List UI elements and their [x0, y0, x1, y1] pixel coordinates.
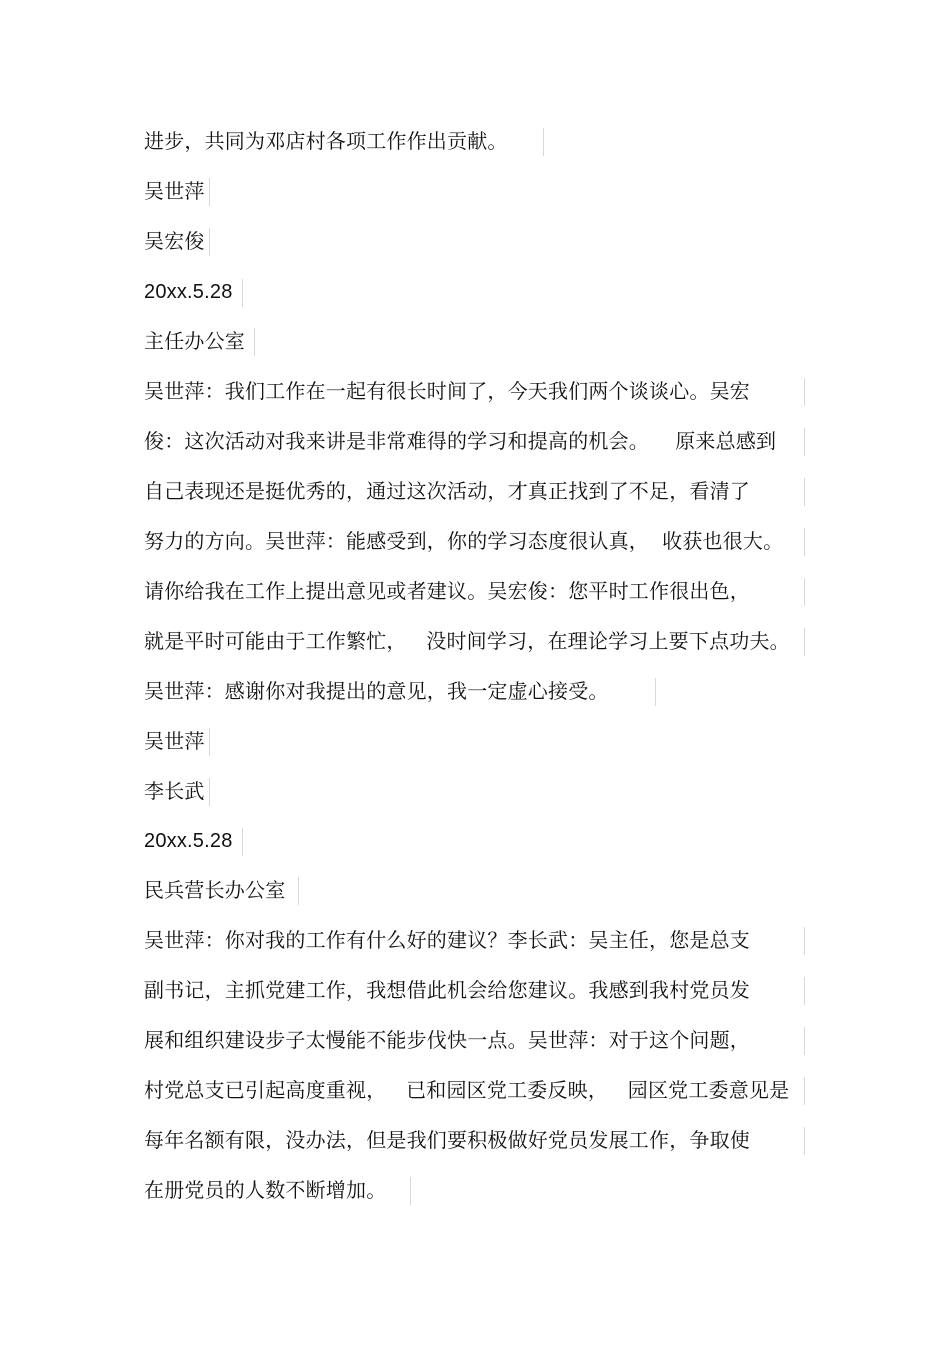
cell-border — [655, 678, 656, 706]
cell-border — [804, 977, 805, 1005]
text-line: 吴世萍：你对我的工作有什么好的建议？李长武：吴主任，您是总支 — [144, 928, 750, 952]
location-text: 民兵营长办公室 — [144, 878, 286, 902]
text-line: 进步，共同为邓店村各项工作作出贡献。 — [144, 129, 508, 153]
cell-border — [804, 378, 805, 406]
cell-border — [543, 128, 544, 156]
cell-border — [804, 1027, 805, 1055]
cell-border — [804, 628, 805, 656]
date-text: 20xx.5.28 — [144, 830, 233, 852]
text-line: 就是平时可能由于工作繁忙， 没时间学习，在理论学习上要下点功夫。 — [144, 629, 790, 653]
cell-border — [804, 428, 805, 456]
signature-name: 吴世萍 — [144, 179, 205, 203]
location-text: 主任办公室 — [144, 329, 245, 353]
signature-name: 吴宏俊 — [144, 229, 205, 253]
cell-border — [242, 828, 243, 856]
text-line: 在册党员的人数不断增加。 — [144, 1178, 387, 1202]
cell-border — [804, 1077, 805, 1105]
signature-name: 吴世萍 — [144, 729, 205, 753]
text-line: 俊：这次活动对我来讲是非常难得的学习和提高的机会。 原来总感到 — [144, 429, 777, 453]
text-line: 吴世萍：我们工作在一起有很长时间了，今天我们两个谈谈心。吴宏 — [144, 379, 750, 403]
text-line: 努力的方向。吴世萍：能感受到，你的学习态度很认真， 收获也很大。 — [144, 529, 784, 553]
cell-border — [804, 578, 805, 606]
text-line: 副书记，主抓党建工作，我想借此机会给您建议。我感到我村党员发 — [144, 978, 750, 1002]
text-line: 展和组织建设步子太慢能不能步伐快一点。吴世萍：对于这个问题， — [144, 1028, 750, 1052]
text-line: 每年名额有限，没办法，但是我们要积极做好党员发展工作，争取使 — [144, 1128, 750, 1152]
cell-border — [209, 728, 210, 756]
cell-border — [209, 778, 210, 806]
cell-border — [410, 1177, 411, 1205]
cell-border — [254, 328, 255, 356]
cell-border — [298, 877, 299, 905]
cell-border — [804, 927, 805, 955]
cell-border — [804, 1127, 805, 1155]
cell-border — [209, 178, 210, 206]
text-line: 吴世萍：感谢你对我提出的意见，我一定虚心接受。 — [144, 679, 609, 703]
cell-border — [804, 478, 805, 506]
text-line: 请你给我在工作上提出意见或者建议。吴宏俊：您平时工作很出色， — [144, 579, 750, 603]
cell-border — [242, 279, 243, 307]
cell-border — [209, 228, 210, 256]
signature-name: 李长武 — [144, 779, 205, 803]
cell-border — [804, 528, 805, 556]
date-text: 20xx.5.28 — [144, 281, 233, 303]
text-line: 自己表现还是挺优秀的，通过这次活动，才真正找到了不足，看清了 — [144, 479, 750, 503]
text-line: 村党总支已引起高度重视， 已和园区党工委反映， 园区党工委意见是 — [144, 1078, 790, 1102]
